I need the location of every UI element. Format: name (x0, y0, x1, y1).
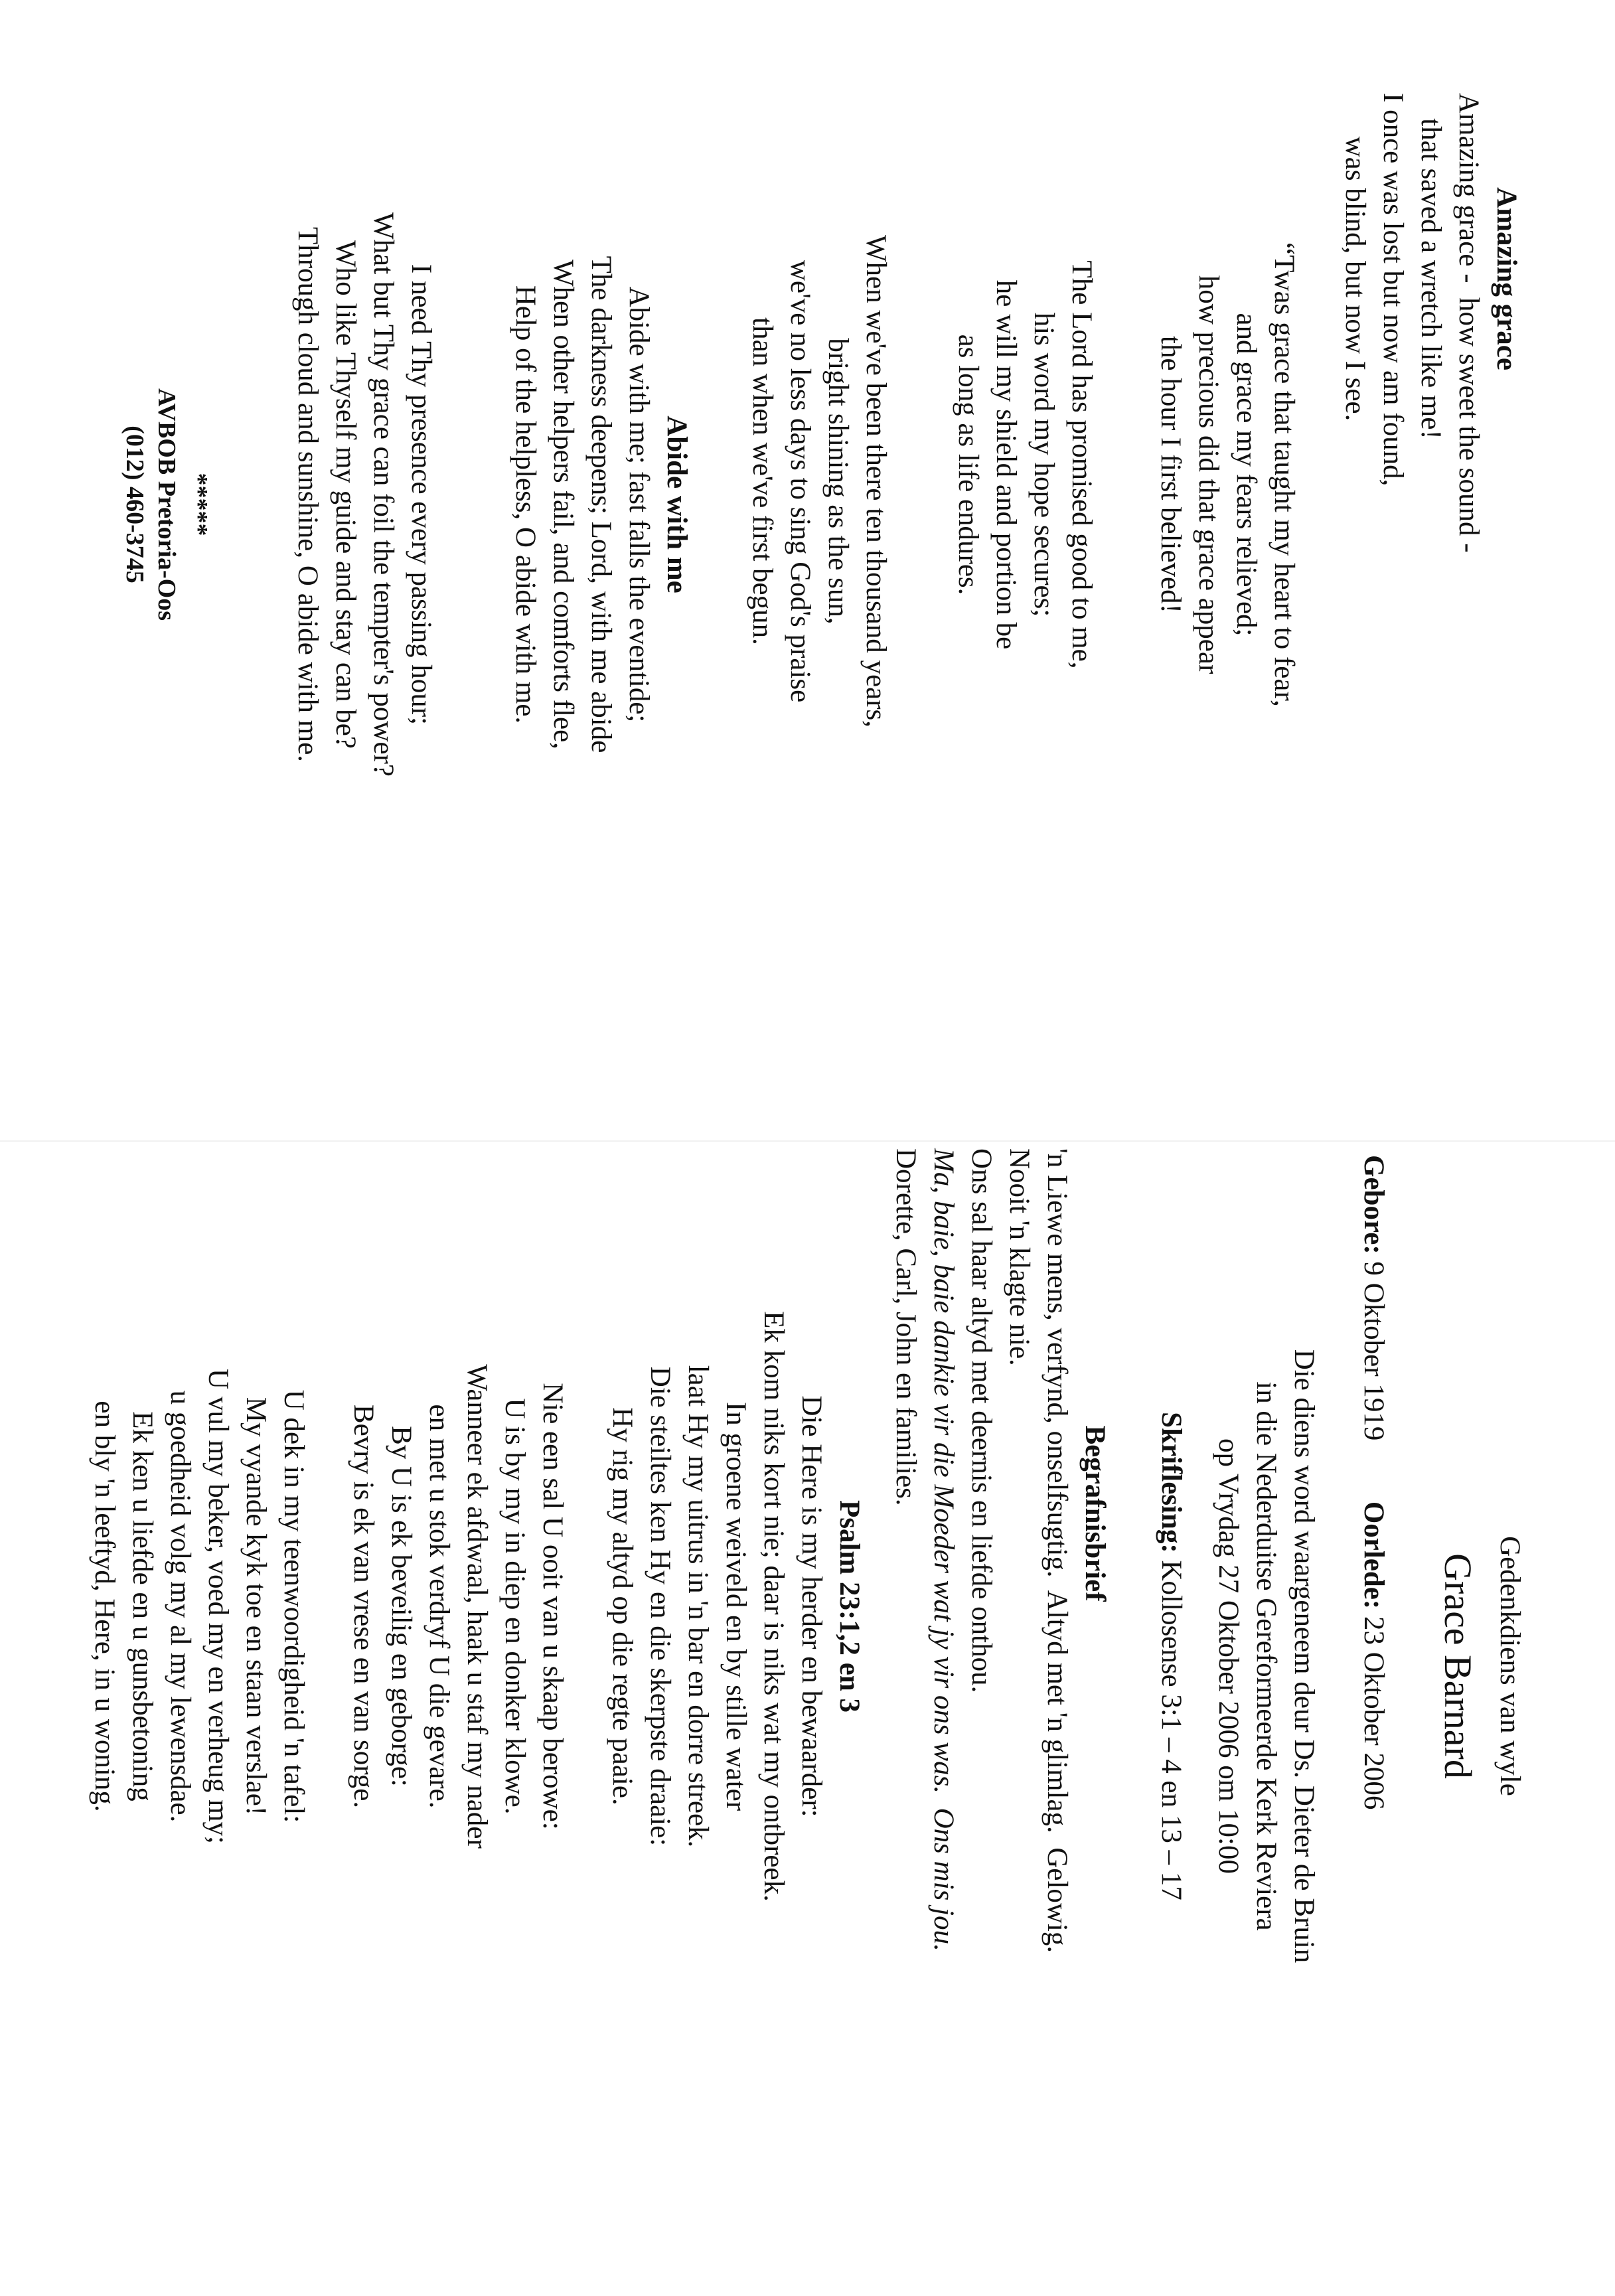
psalm-line: Ek kom niks kort nie; daar is niks wat my ontbreek. (758, 1311, 789, 1902)
hymn-line: and grace my fears relieved; (1231, 313, 1262, 637)
hymn-line: the hour I first believed! (1155, 336, 1186, 613)
hymn-line: I once was lost but now am found, (1377, 93, 1409, 487)
reading-label: Skriflesing: (1156, 1412, 1187, 1553)
hymn-line: Amazing grace - how sweet the sound - (1453, 93, 1484, 553)
hymn-line: When other helpers fail, and comforts flee, (548, 260, 579, 749)
hymn-line: The darkness deepens; Lord, with me abide (585, 256, 617, 753)
born-label: Gebore: (1358, 1155, 1389, 1255)
psalm-line: U is by my in diep en donker klowe. (499, 1398, 530, 1815)
reading-text: Kollosense 3:1 – 4 en 13 – 17 (1156, 1560, 1187, 1900)
hymn-line: as long as life endures. (953, 334, 984, 595)
detail-line: op Vrydag 27 Oktober 2006 om 10:00 (1213, 1438, 1244, 1874)
service-heading-block (1431, 1301, 1529, 2031)
psalm-line: Wanneer ek afdwaal, haak u staf my nader (461, 1364, 493, 1849)
funeral-home-name: AVBOB Pretoria-Oos (153, 388, 181, 621)
letter-line: Ons sal haar altyd met deernis en liefde onthou. (966, 1148, 997, 1693)
hymn-line: Who like Thyself my guide and stay can be? (330, 240, 361, 749)
detail-line: in die Nederduitse Gereformeerde Kerk Reviera (1251, 1381, 1282, 1931)
psalm-line: laat Hy my uitrus in 'n bar en dorre streek. (682, 1365, 714, 1848)
hymn-line: how precious did that grace appear (1193, 275, 1224, 674)
footer-block (119, 305, 214, 704)
hymn-line: was blind, but now I see. (1340, 136, 1371, 421)
hymn-line: The Lord has promised good to me, (1066, 260, 1097, 669)
hymn-line: Abide with me; fast falls the eventide; (623, 286, 654, 723)
psalm-line: Die steiltes ken Hy en die skerpste draaie: (645, 1366, 676, 1847)
died-label: Oorlede: (1358, 1501, 1389, 1610)
hymn-line: I need Thy presence every passing hour; (406, 264, 437, 726)
psalm-line: U dek in my teenwoordigheid 'n tafel: (278, 1389, 309, 1823)
amazing-grace-stanza-4-block (743, 133, 895, 830)
hymn-line: than when we've first begun. (747, 317, 778, 645)
psalm-line: Ek ken u liefde en u gunsbetoning (127, 1411, 158, 1801)
psalm-stanza-3 (86, 1208, 313, 2005)
amazing-grace-column-1 (1336, 93, 1525, 553)
amazing-grace-stanza-3-block (949, 133, 1101, 797)
psalm-line: U vul my beker, voed my en verheug my; (202, 1369, 234, 1844)
service-heading: Gedenkdiens van wyle (1494, 1536, 1525, 1796)
hymn-line: bright shining as the sun, (822, 338, 854, 625)
service-panel (0, 1148, 1615, 2296)
psalm-stanza-1 (603, 1208, 830, 2005)
letter-signoff: Dorette, Carl, John en families. (890, 1148, 921, 1506)
psalm-line: Hy rig my altyd op die regte paaie. (607, 1407, 638, 1805)
abide-with-me-stanza-2-block (289, 113, 440, 876)
psalm-line: Nie een sal U ooit van u skaap berowe: (537, 1383, 568, 1830)
abide-with-me-block (506, 129, 696, 880)
psalm-block (86, 1208, 868, 2005)
psalm-line: In groene weiveld en by stille water (720, 1401, 751, 1811)
scripture-reading (1152, 1148, 1190, 2164)
psalm-stanza-2 (345, 1208, 572, 2005)
letter-line: 'n Liewe mens, verfynd, onselfsugtig. Altyd met 'n glimlag. Gelowig. (1041, 1148, 1073, 1953)
psalm-line: en bly 'n leeftyd, Here, in u woning. (89, 1401, 120, 1812)
hymn-line: we've no less days to sing God's praise (785, 260, 816, 703)
psalm-title: Psalm 23:1,2 en 3 (834, 1499, 865, 1713)
psalm-line: My vyande kyk toe en staan verslae! (240, 1397, 271, 1816)
born-date: 9 Oktober 1919 (1358, 1261, 1389, 1441)
hymn-line: that saved a wretch like me! (1415, 118, 1446, 439)
dates-row (1355, 1155, 1393, 2151)
psalm-line: Die Here is my herder en bewaarder: (796, 1395, 827, 1817)
funeral-home-phone: (012) 460-3745 (121, 425, 149, 583)
hymn-line: “Twas grace that taught my heart to fear, (1269, 242, 1300, 707)
hymn-line: When we've been there ten thousand years, (860, 234, 891, 728)
hymn-line: Through cloud and sunshine, O abide with me. (292, 226, 323, 763)
psalm-line: en met u stok verdryf U die gevare. (423, 1404, 455, 1809)
stars-divider: ***** (185, 473, 212, 536)
psalm-line: By U is ek beveilig en geborge: (386, 1426, 417, 1787)
hymn-line: What but Thy grace can foil the tempter's power? (368, 212, 399, 777)
deceased-name: Grace Barnard (1436, 1553, 1480, 1779)
hymn-line: his word my hope secures; (1028, 312, 1059, 617)
amazing-grace-stanza-2-block (1152, 143, 1303, 806)
letter-italic-line: Ma, baie, baie dankie vir die Moeder wat jy vir ons was. Ons mis jou. (928, 1148, 959, 1952)
amazing-grace-title: Amazing grace (1491, 187, 1522, 370)
psalm-line: Bevry is ek van vrese en van sorge. (348, 1404, 379, 1809)
letter-line: Nooit 'n klagte nie. (1004, 1148, 1035, 1366)
hymn-line: Help of the helpless, O abide with me. (510, 285, 541, 724)
died-date: 23 Oktober 2006 (1358, 1616, 1389, 1810)
letter-title: Begrafnisbrief (1079, 1425, 1111, 1602)
hymn-line: he will my shield and portion be (990, 279, 1022, 650)
service-details (1209, 1148, 1323, 2164)
amazing-grace-stanza (1336, 93, 1488, 553)
psalm-line: u goedheid volg my al my lewensdae. (165, 1390, 196, 1823)
detail-line: Die diens word waargeneem deur Ds. Dieter de Bruin (1288, 1349, 1320, 1963)
abide-with-me-title: Abide with me (661, 416, 692, 593)
funeral-letter (887, 1148, 1114, 2277)
